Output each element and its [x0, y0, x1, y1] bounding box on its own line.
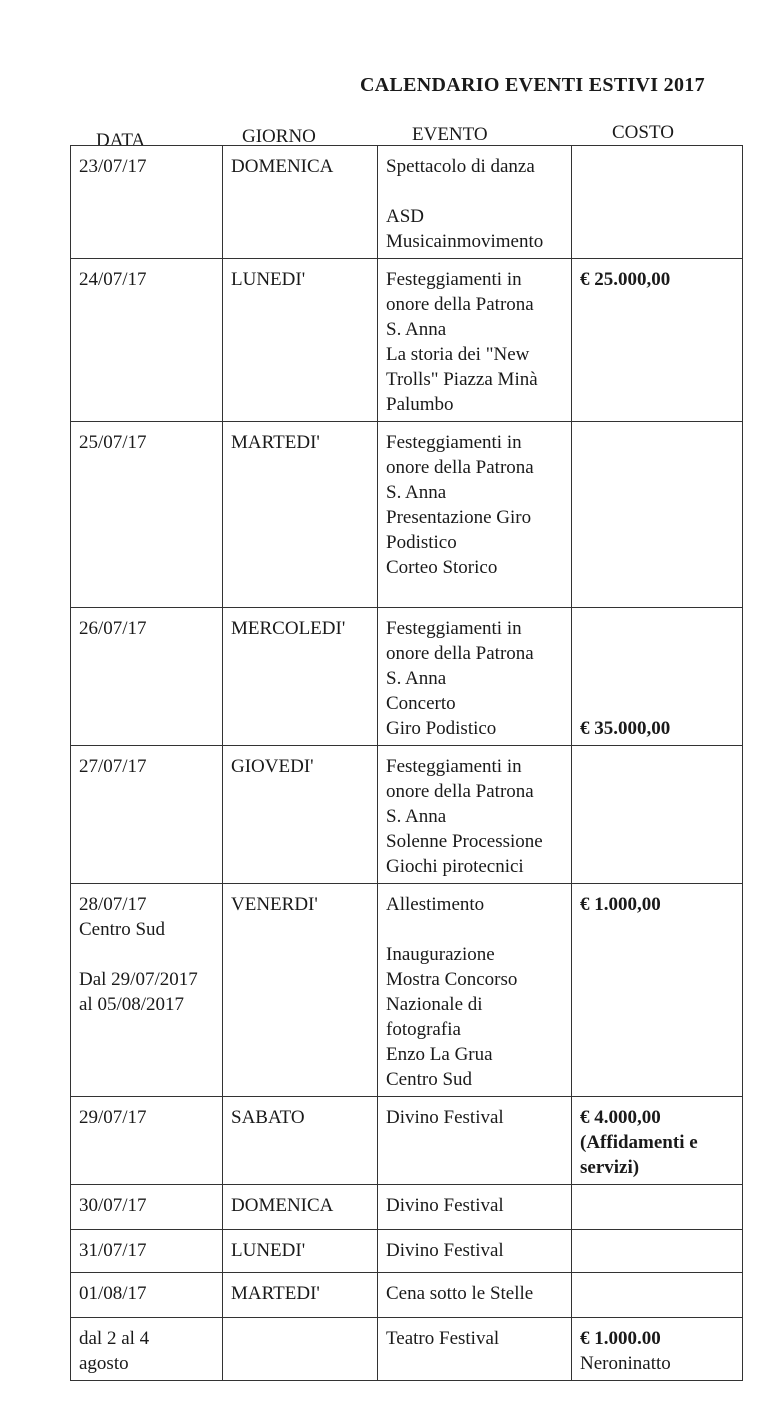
date-cell-line: 01/08/17 — [79, 1283, 147, 1304]
event-cell-line: Festeggiamenti in — [386, 756, 522, 777]
event-cell — [378, 884, 572, 1097]
cost-cell-line: Neroninatto — [580, 1353, 671, 1374]
cost-cell — [572, 1230, 743, 1273]
cost-cell — [572, 1318, 743, 1381]
cost-cell — [572, 146, 743, 259]
event-cell-line: Corteo Storico — [386, 557, 498, 578]
date-cell-line: 30/07/17 — [79, 1195, 147, 1216]
table-row — [71, 1097, 743, 1185]
event-cell-line — [386, 179, 565, 204]
day-cell-text: LUNEDI' — [231, 269, 306, 290]
day-cell — [223, 422, 378, 608]
event-cell-line: Teatro Festival — [386, 1328, 500, 1349]
cost-cell — [572, 1097, 743, 1185]
date-cell-line: 28/07/17 — [79, 894, 147, 915]
event-cell-line: Giochi pirotecnici — [386, 856, 524, 877]
table-row — [71, 259, 743, 422]
event-cell-line: La storia dei "New — [386, 344, 530, 365]
table-row — [71, 1185, 743, 1230]
date-cell-line: agosto — [79, 1353, 129, 1374]
event-cell-line: Festeggiamenti in — [386, 432, 522, 453]
cost-cell-line: € 25.000,00 — [580, 269, 671, 290]
date-cell-line: 25/07/17 — [79, 432, 147, 453]
header-costo: COSTO — [612, 122, 674, 143]
event-cell-line: fotografia — [386, 1019, 461, 1040]
day-cell-text: GIOVEDI' — [231, 756, 314, 777]
cost-cell — [572, 422, 743, 608]
event-cell — [378, 146, 572, 259]
day-cell — [223, 884, 378, 1097]
date-cell — [71, 608, 223, 746]
cost-cell — [572, 884, 743, 1097]
event-cell-line: Trolls" Piazza Minà — [386, 369, 538, 390]
event-cell-line: onore della Patrona — [386, 457, 534, 478]
event-cell-line: S. Anna — [386, 319, 447, 340]
day-cell-text: MARTEDI' — [231, 1283, 320, 1304]
spacer — [580, 616, 736, 641]
event-cell-line — [386, 917, 565, 942]
date-cell-line — [79, 942, 216, 967]
event-cell-line: Divino Festival — [386, 1107, 504, 1128]
header-evento: EVENTO — [412, 124, 488, 145]
cost-cell — [572, 1273, 743, 1318]
cost-cell — [572, 259, 743, 422]
date-cell — [71, 146, 223, 259]
date-cell — [71, 1097, 223, 1185]
cost-cell-line: servizi) — [580, 1157, 640, 1178]
day-cell — [223, 1230, 378, 1273]
event-cell-line: onore della Patrona — [386, 294, 534, 315]
event-cell-line: Divino Festival — [386, 1195, 504, 1216]
cost-cell — [572, 608, 743, 746]
day-cell — [223, 1185, 378, 1230]
event-cell-line: onore della Patrona — [386, 781, 534, 802]
day-cell-text: VENERDI' — [231, 894, 318, 915]
event-cell-line: Festeggiamenti in — [386, 618, 522, 639]
day-cell-text: MERCOLEDI' — [231, 618, 346, 639]
cost-cell — [572, 746, 743, 884]
date-cell — [71, 1318, 223, 1381]
event-cell-line: Podistico — [386, 532, 457, 553]
event-cell — [378, 1273, 572, 1318]
date-cell-line: al 05/08/2017 — [79, 994, 185, 1015]
date-cell-line: 27/07/17 — [79, 756, 147, 777]
date-cell — [71, 1273, 223, 1318]
header-giorno: GIORNO — [242, 126, 316, 147]
event-cell — [378, 1318, 572, 1381]
event-cell-line: Festeggiamenti in — [386, 269, 522, 290]
event-cell-line: Mostra Concorso — [386, 969, 518, 990]
date-cell-line: 23/07/17 — [79, 156, 147, 177]
day-cell-text: DOMENICA — [231, 1195, 334, 1216]
event-cell-line: onore della Patrona — [386, 643, 534, 664]
date-cell — [71, 422, 223, 608]
day-cell-text: LUNEDI' — [231, 1240, 306, 1261]
cost-cell-line: € 1.000,00 — [580, 894, 661, 915]
event-cell — [378, 746, 572, 884]
cost-cell-line: (Affidamenti e — [580, 1132, 698, 1153]
date-cell-line: 26/07/17 — [79, 618, 147, 639]
day-cell — [223, 259, 378, 422]
spacer — [580, 691, 736, 716]
event-cell — [378, 608, 572, 746]
date-cell — [71, 746, 223, 884]
day-cell-text: SABATO — [231, 1107, 305, 1128]
event-cell-line: Giro Podistico — [386, 718, 497, 739]
day-cell-text: MARTEDI' — [231, 432, 320, 453]
cost-cell-line: € 35.000,00 — [580, 718, 671, 739]
date-cell — [71, 259, 223, 422]
event-cell-line: Enzo La Grua — [386, 1044, 493, 1065]
event-cell-line: Palumbo — [386, 394, 454, 415]
event-cell-line: Allestimento — [386, 894, 485, 915]
header-data: DATA — [96, 130, 146, 151]
date-cell-line: Dal 29/07/2017 — [79, 969, 198, 990]
date-cell — [71, 1230, 223, 1273]
date-cell-line: Centro Sud — [79, 919, 166, 940]
event-cell-line: ASD — [386, 206, 425, 227]
date-cell-line: 29/07/17 — [79, 1107, 147, 1128]
day-cell — [223, 146, 378, 259]
day-cell — [223, 608, 378, 746]
spacer — [580, 666, 736, 691]
day-cell — [223, 1273, 378, 1318]
table-row — [71, 146, 743, 259]
event-cell-line: S. Anna — [386, 806, 447, 827]
table-row — [71, 1318, 743, 1381]
event-cell-line: Solenne Processione — [386, 831, 543, 852]
spacer — [580, 641, 736, 666]
events-calendar-table — [70, 145, 743, 1381]
event-cell-line: Concerto — [386, 693, 456, 714]
table-row — [71, 1273, 743, 1318]
event-cell-line: Divino Festival — [386, 1240, 504, 1261]
event-cell-line: Centro Sud — [386, 1069, 473, 1090]
event-cell-line: S. Anna — [386, 668, 447, 689]
cost-cell-line: € 4.000,00 — [580, 1107, 661, 1128]
event-cell — [378, 422, 572, 608]
day-cell — [223, 1318, 378, 1381]
document-title: CALENDARIO EVENTI ESTIVI 2017 — [360, 74, 705, 96]
event-cell-line: Inaugurazione — [386, 944, 495, 965]
date-cell-line: 24/07/17 — [79, 269, 147, 290]
day-cell — [223, 1097, 378, 1185]
event-cell-line: Spettacolo di danza — [386, 156, 535, 177]
day-cell-text: DOMENICA — [231, 156, 334, 177]
event-cell — [378, 1185, 572, 1230]
table-row — [71, 422, 743, 608]
event-cell-line: Cena sotto le Stelle — [386, 1283, 534, 1304]
table-row — [71, 608, 743, 746]
event-cell — [378, 259, 572, 422]
event-cell-line: Musicainmovimento — [386, 231, 544, 252]
event-cell-line: S. Anna — [386, 482, 447, 503]
cost-cell-line: € 1.000.00 — [580, 1328, 661, 1349]
event-cell — [378, 1097, 572, 1185]
day-cell — [223, 746, 378, 884]
table-row — [71, 1230, 743, 1273]
date-cell — [71, 1185, 223, 1230]
date-cell-line: dal 2 al 4 — [79, 1328, 150, 1349]
event-cell-line: Presentazione Giro — [386, 507, 532, 528]
event-cell-line: Nazionale di — [386, 994, 483, 1015]
cost-cell — [572, 1185, 743, 1230]
table-row — [71, 884, 743, 1097]
table-row — [71, 746, 743, 884]
event-cell — [378, 1230, 572, 1273]
events-table-body — [71, 146, 743, 1381]
date-cell-line: 31/07/17 — [79, 1240, 147, 1261]
date-cell — [71, 884, 223, 1097]
